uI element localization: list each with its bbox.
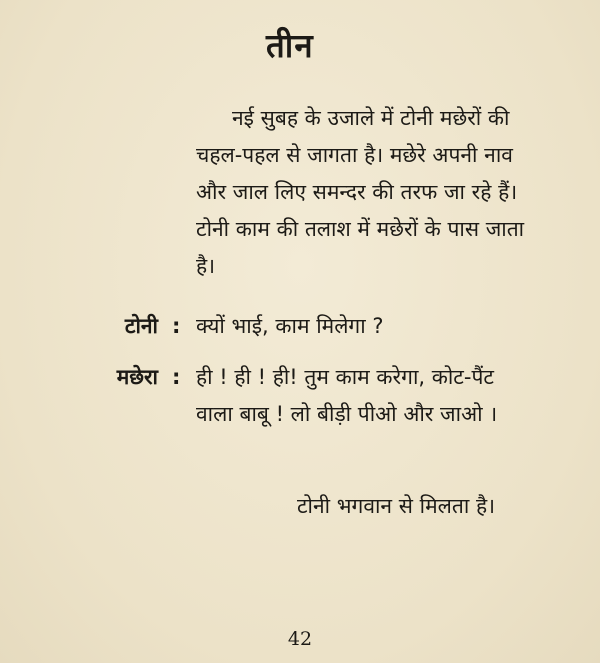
page-number: 42 xyxy=(287,628,313,650)
paragraph-line: चहल-पहल से जागता है। मछेरे अपनी नाव xyxy=(196,143,513,167)
speaker-name: टोनी xyxy=(124,314,158,338)
speech-text xyxy=(196,359,596,433)
speaker-name: मछेरा xyxy=(116,365,158,389)
paragraph-line: टोनी काम की तलाश में मछेरों के पास जाता xyxy=(196,217,525,241)
speaker-colon: : xyxy=(172,365,181,389)
stage-direction: टोनी भगवान से मिलता है। xyxy=(296,494,496,518)
speech-text xyxy=(196,308,596,345)
speaker-colon: : xyxy=(172,314,181,338)
paragraph-line: और जाल लिए समन्दर की तरफ जा रहे हैं। xyxy=(196,180,518,204)
paragraph-line: है। xyxy=(196,254,216,278)
paragraph-line: नई सुबह के उजाले में टोनी मछेरों की xyxy=(232,106,510,130)
speech-line: क्यों भाई, काम मिलेगा ? xyxy=(196,314,384,338)
speech-line: वाला बाबू ! लो बीड़ी पीओ और जाओ । xyxy=(196,402,498,426)
speech-line: ही ! ही ! ही! तुम काम करेगा, कोट-पैंट xyxy=(196,365,494,389)
chapter-title: तीन xyxy=(266,26,314,65)
narration-paragraph xyxy=(196,100,596,285)
